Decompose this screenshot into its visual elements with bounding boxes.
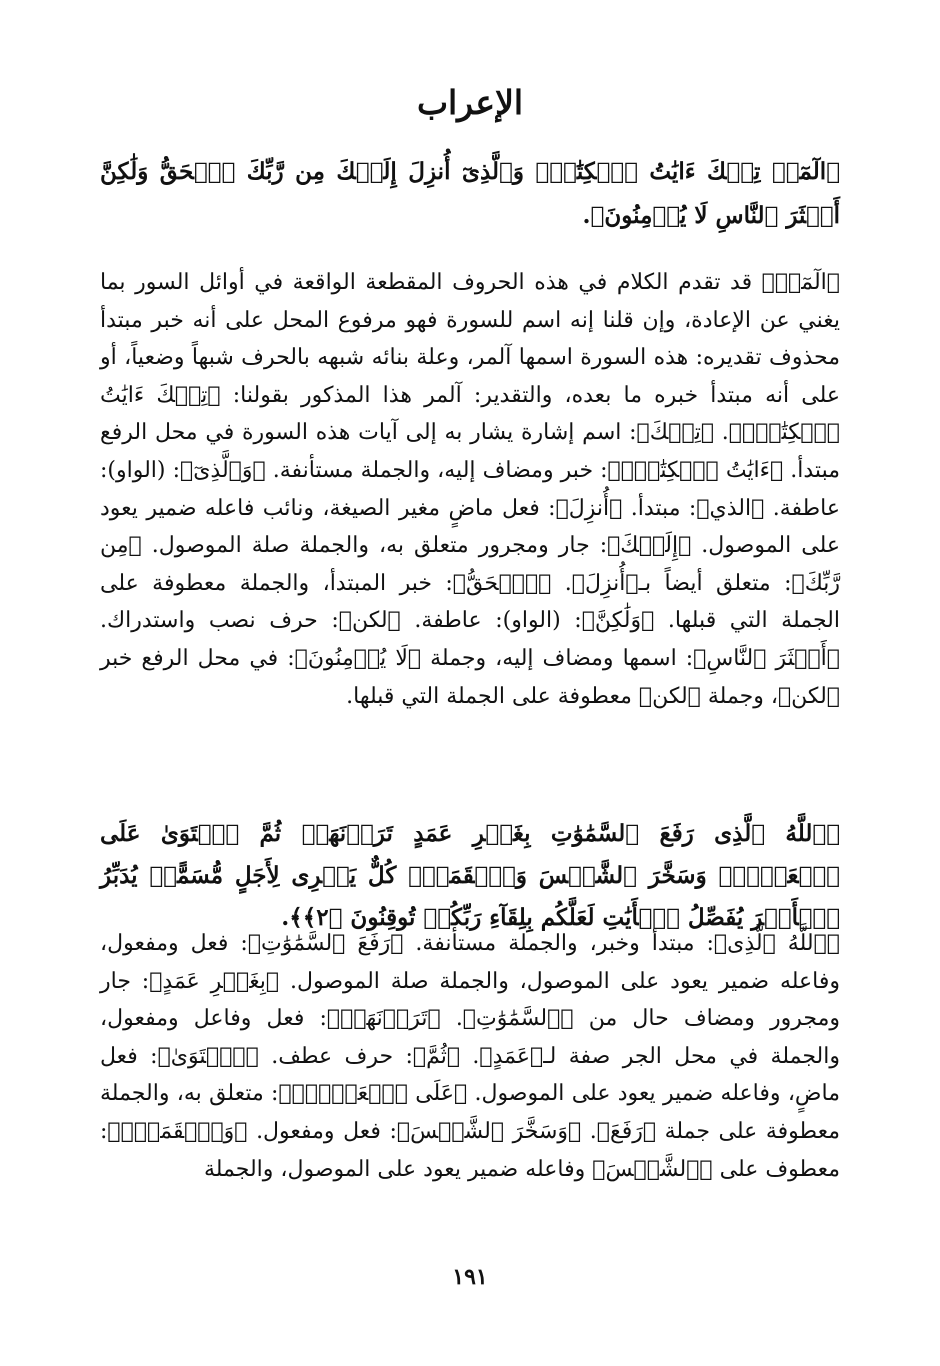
grammar-analysis-2: ﴿ٱللَّهُ ٱلَّذِى﴾: مبتدأ وخبر، والجملة مستأنفة. ﴿رَفَعَ ٱلسَّمَٰوَٰتِ﴾: فعل ومفعول، وفاعله ضمير يعود على الموصول، والجملة صلة الموصول. ﴿بِغَيۡرِ عَمَدٍ﴾: جار ومجرور ومضاف حال من ﴿ٱلسَّمَٰوَٰتِ﴾. ﴿تَرَوۡنَهَاۖ﴾: فعل وفاعل ومفعول، والجملة في محل الجر صفة لـ﴿عَمَدٍ﴾. ﴿ثُمَّ﴾: حرف عطف. ﴿ٱسۡتَوَىٰ﴾: فعل ماضٍ، وفاعله ضمير يعود على الموصول. ﴿عَلَى ٱلۡعَرۡشِۖ﴾: متعلق به، والجملة معطوفة على جملة ﴿رَفَعَ﴾. ﴿وَسَخَّرَ ٱلشَّمۡسَ﴾: فعل ومفعول. ﴿وَٱلۡقَمَرَۖ﴾: معطوف على ﴿ٱلشَّمۡسَ﴾ وفاعله ضمير يعود على الموصول، والجملة — [100, 931, 841, 1182]
grammar-analysis-1: ﴿الٓمٓرۚ﴾ قد تقدم الكلام في هذه الحروف المقطعة الواقعة في أوائل السور بما يغني عن الإعادة، وإن قلنا إنه اسم للسورة فهو مرفوع المحل على أنه خبر مبتدأ محذوف تقديره: هذه السورة اسمها آلمر، وعلة بنائه شبهه بالحرف شبهاً وضعياً، أو على أنه مبتدأ خبره ما بعده، والتقدير: آلمر هذا المذكور بقولنا: ﴿تِلۡكَ ءَايَٰتُ ٱلۡكِتَٰبِۗ﴾. ﴿تِلۡكَ﴾: اسم إشارة يشار به إلى آيات هذه السورة في محل الرفع مبتدأ. ﴿ءَايَٰتُ ٱلۡكِتَٰبِۗ﴾: خبر ومضاف إليه، والجملة مستأنفة. ﴿وَٱلَّذِىٓ﴾: (الواو): عاطفة. ﴿الذي﴾: مبتدأ. ﴿أُنزِلَ﴾: فعل ماضٍ مغير الصيغة، ونائب فاعله ضمير يعود على الموصول. ﴿إِلَيۡكَ﴾: جار ومجرور متعلق به، والجملة صلة الموصول. ﴿مِن رَّبِّكَ﴾: متعلق أيضاً بـ﴿أُنزِلَ﴾. ﴿ٱلۡحَقُّ﴾: خبر المبتدأ، والجملة معطوفة على الجملة التي قبلها. ﴿وَلَٰكِنَّ﴾: (الواو): عاطفة. ﴿لكن﴾: حرف نصب واستدراك. ﴿أَكۡثَرَ ٱلنَّاسِ﴾: اسمها ومضاف إليه، وجملة ﴿لَا يُؤۡمِنُونَ﴾: في محل الرفع خبر ﴿لكن﴾، وجملة ﴿لكن﴾ معطوفة على الجملة التي قبلها. — [100, 270, 840, 709]
page-number: ١٩١ — [452, 1264, 488, 1290]
quran-verse-2: ﴿ٱللَّهُ ٱلَّذِى رَفَعَ ٱلسَّمَٰوَٰتِ بِغَيۡرِ عَمَدٍ تَرَوۡنَهَاۖ ثُمَّ ٱسۡتَوَىٰ عَلَى ٱلۡعَرۡشِۖ وَسَخَّرَ ٱلشَّمۡسَ وَٱلۡقَمَرَۖ كُلٌّ يَجۡرِى لِأَجَلٍ مُّسَمًّىۚ يُدَبِّرُ ٱلۡأَمۡرَ يُفَصِّلُ ٱلۡأَيَٰتِ لَعَلَّكُم بِلِقَآءِ رَبِّكُمۡ تُوقِنُونَ ﴿٢﴾﴾. — [100, 820, 840, 931]
page-title: الإعراب — [416, 83, 524, 122]
quran-verse-1: ﴿الٓمٓرۚ تِلۡكَ ءَايَٰتُ ٱلۡكِتَٰبِۗ وَٱلَّذِىٓ أُنزِلَ إِلَيۡكَ مِن رَّبِّكَ ٱلۡحَقُّ وَلَٰكِنَّ أَكۡثَرَ ٱلنَّاسِ لَا يُؤۡمِنُونَ﴾. — [100, 158, 840, 229]
